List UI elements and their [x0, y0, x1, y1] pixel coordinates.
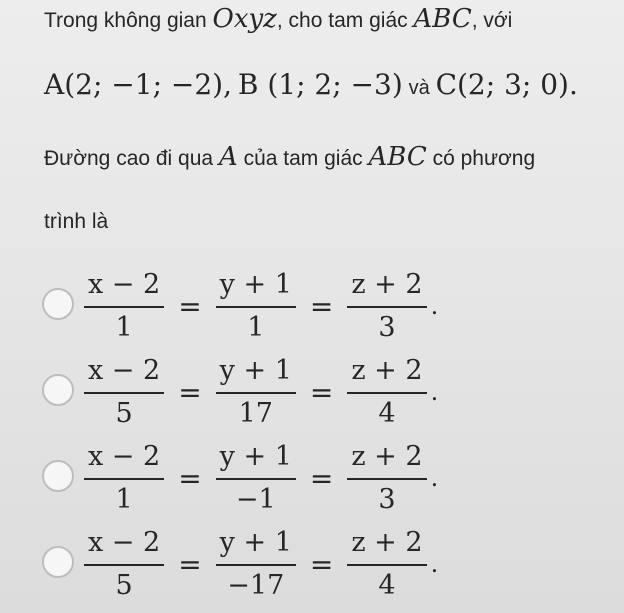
- radio-button[interactable]: [42, 288, 74, 320]
- answer-option-2[interactable]: [0, 348, 624, 432]
- period: .: [430, 464, 439, 492]
- fraction-z: $\frac{z + 2}{4}$: [347, 355, 426, 429]
- option-equation: [84, 524, 438, 604]
- fraction-x: $\frac{x - 2}{5}$: [84, 527, 164, 601]
- equals-sign: =: [178, 289, 202, 323]
- point-c: C(2; 3; 0).: [435, 68, 578, 101]
- period: .: [430, 378, 439, 406]
- radio-button[interactable]: [42, 374, 74, 406]
- fraction-y: $\frac{y + 1}{-1}$: [216, 441, 296, 515]
- question-line-3: [44, 144, 535, 172]
- equals-sign: =: [309, 547, 334, 581]
- option-equation: [84, 266, 438, 346]
- option-equation: [84, 352, 438, 432]
- equals-sign: =: [178, 375, 202, 409]
- question-line-1: [44, 6, 512, 34]
- text: , với: [471, 9, 513, 32]
- point-a: A(2; −1; −2),: [44, 68, 233, 101]
- triangle-name: ABC: [368, 142, 427, 172]
- equals-sign: =: [178, 547, 202, 581]
- option-equation: [84, 438, 438, 518]
- text: trình là: [44, 210, 109, 233]
- equals-sign: =: [309, 375, 334, 409]
- space-name: Oxyz: [212, 4, 277, 34]
- text: , cho tam giác: [276, 9, 408, 32]
- fraction-y: $\frac{y + 1}{1}$: [216, 269, 296, 343]
- period: .: [430, 550, 439, 578]
- fraction-z: $\frac{z + 2}{3}$: [347, 441, 426, 515]
- period: .: [430, 292, 439, 320]
- equals-sign: =: [178, 461, 202, 495]
- fraction-z: $\frac{z + 2}{3}$: [347, 269, 426, 343]
- and-word: và: [408, 77, 430, 99]
- text: của tam giác: [243, 147, 363, 170]
- text: Đường cao đi qua: [44, 147, 214, 170]
- text: có phương: [432, 147, 536, 170]
- radio-button[interactable]: [42, 460, 74, 492]
- answer-option-4[interactable]: [0, 520, 624, 604]
- equals-sign: =: [309, 461, 334, 495]
- fraction-y: $\frac{y + 1}{-17}$: [216, 527, 296, 601]
- fraction-y: $\frac{y + 1}{17}$: [216, 355, 296, 429]
- text: Trong không gian: [44, 9, 207, 32]
- answer-option-1[interactable]: [0, 262, 624, 346]
- triangle-name: ABC: [413, 4, 472, 34]
- equals-sign: =: [309, 289, 334, 323]
- fraction-x: $\frac{x - 2}{5}$: [84, 355, 164, 429]
- vertex-name: A: [218, 142, 238, 172]
- question-line-2: [44, 68, 578, 101]
- fraction-x: $\frac{x - 2}{1}$: [84, 269, 164, 343]
- fraction-x: $\frac{x - 2}{1}$: [84, 441, 164, 515]
- fraction-z: $\frac{z + 2}{4}$: [347, 527, 426, 601]
- point-b: B (1; 2; −3): [237, 68, 403, 101]
- radio-button[interactable]: [42, 546, 74, 578]
- answer-option-3[interactable]: [0, 434, 624, 518]
- question-line-4: [44, 209, 108, 235]
